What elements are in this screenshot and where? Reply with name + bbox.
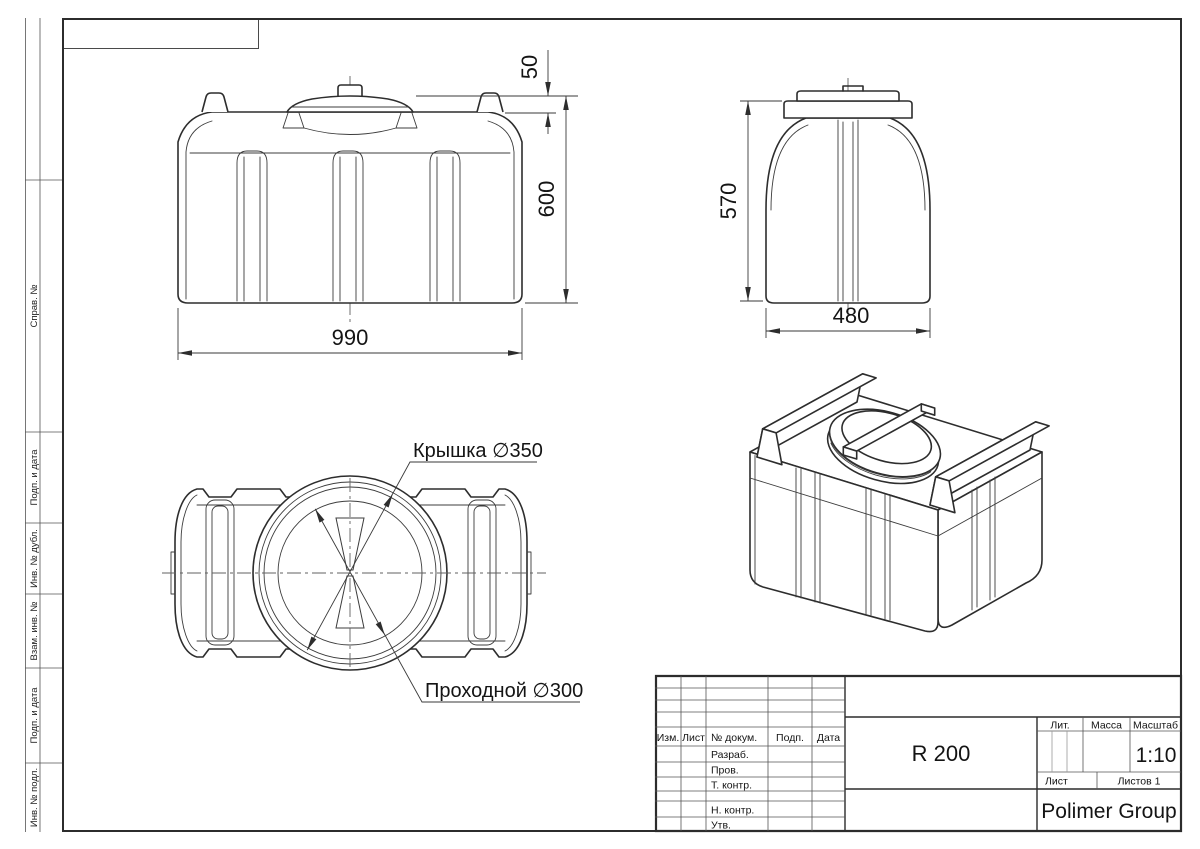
margin-label-podp-data-1: Подп. и дата (29, 449, 40, 506)
row-prov: Пров. (711, 764, 739, 777)
document-title: R 200 (911, 741, 971, 766)
massa-header: Масса (1090, 719, 1123, 732)
margin-label-podp-data-2: Подп. и дата (29, 687, 40, 744)
dimension-side-height: 570 (716, 182, 741, 220)
margin-label-inv-podl: Инв. № подл. (29, 767, 40, 828)
col-izm: Изм. (656, 732, 680, 744)
row-razrab: Разраб. (711, 749, 749, 761)
top-view (158, 430, 610, 720)
margin-label-inv-dubl: Инв. № дубл. (29, 529, 40, 588)
lid-dome (287, 96, 413, 112)
row-nkontr: Н. контр. (711, 804, 755, 817)
front-view (158, 36, 594, 370)
margin-label-vzam-inv: Взам. инв. № (29, 601, 40, 661)
left-boss (202, 93, 228, 112)
listov-label: Листов 1 (1117, 775, 1161, 788)
dimension-front-width: 990 (331, 325, 369, 350)
side-lid-band (784, 101, 912, 118)
side-view (700, 36, 950, 370)
dimension-lid-height: 50 (517, 54, 542, 80)
company-name: Polimer Group (1041, 800, 1177, 823)
masshtab-header: Масштаб (1133, 719, 1178, 732)
margin-label-sprav: Справ. № (29, 284, 40, 328)
label-lid-diameter: Крышка ∅350 (413, 440, 543, 462)
col-data: Дата (816, 732, 841, 744)
lit-header: Лит. (1050, 719, 1070, 732)
left-margin-column (25, 18, 62, 832)
scale-value: 1:10 (1135, 744, 1177, 767)
dimension-front-height: 600 (534, 180, 559, 218)
col-doc: № докум. (711, 732, 758, 744)
col-list: Лист (682, 732, 705, 744)
label-pass-diameter: Проходной ∅300 (425, 680, 584, 702)
list-label: Лист (1045, 775, 1068, 788)
title-block (655, 675, 1184, 834)
isometric-view (715, 358, 1065, 658)
row-tkontr: Т. контр. (711, 779, 753, 792)
tank-side-outline (766, 118, 930, 303)
dimension-side-width: 480 (832, 303, 870, 328)
tank-front-outline (178, 112, 522, 303)
col-podp: Подп. (776, 732, 804, 744)
side-lid-step (797, 91, 899, 101)
row-utv: Утв. (711, 819, 731, 832)
